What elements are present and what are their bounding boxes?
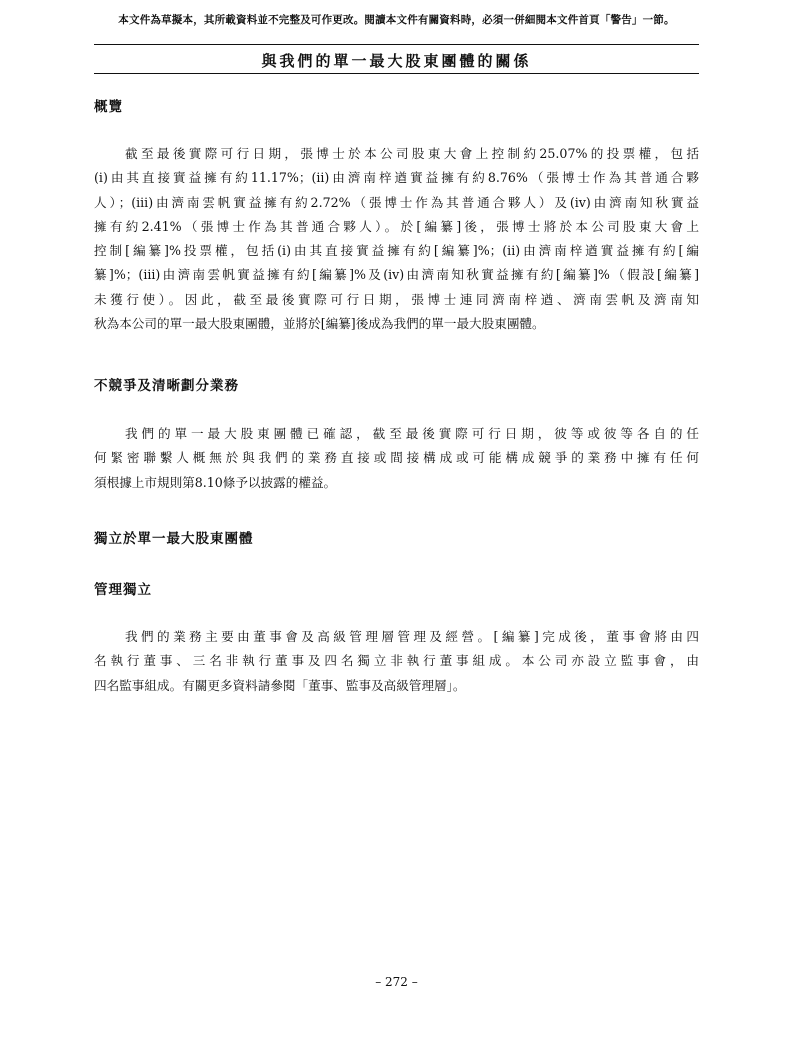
paragraph-line: 須根據上市規則第8.10條予以披露的權益。 (94, 474, 337, 490)
paragraph-line: 控制[編纂]%投票權，包括(i)由其直接實益擁有約[編纂]%；(ii)由濟南梓遒實益擁有約[編 (94, 243, 699, 259)
paragraph-overview (94, 142, 699, 336)
paragraph-line: 未獲行使）。因此，截至最後實際可行日期，張博士連同濟南梓遒、濟南雲帆及濟南知 (94, 291, 699, 307)
title-rule (94, 73, 699, 74)
paragraph-line: 擁有約2.41%（張博士作為其普通合夥人）。於[編纂]後，張博士將於本公司股東大會上 (94, 218, 699, 234)
paragraph-line: (i)由其直接實益擁有約11.17%；(ii)由濟南梓遒實益擁有約8.76%（張博士作為其普通合夥 (94, 170, 699, 186)
heading-management-independence: 管理獨立 (94, 582, 152, 598)
draft-warning: 本文件為草擬本，其所載資料並不完整及可作更改。閱讀本文件有關資料時，必須一併細閱本文件首頁「警告」一節。 (118, 14, 675, 26)
page-number: – 272 – (375, 975, 418, 989)
header-rule (94, 44, 699, 45)
paragraph-line: 截至最後實際可行日期，張博士於本公司股東大會上控制約25.07%的投票權，包括 (125, 146, 699, 161)
heading-overview: 概覽 (94, 99, 123, 115)
paragraph-line: 名執行董事、三名非執行董事及四名獨立非執行董事組成。本公司亦設立監事會，由 (94, 653, 699, 669)
paragraph-line: 四名監事組成。有關更多資料請參閱「董事、監事及高級管理層」。 (94, 677, 466, 693)
heading-non-competition: 不競爭及清晰劃分業務 (94, 378, 239, 394)
heading-independence: 獨立於單一最大股東團體 (94, 531, 254, 547)
paragraph-line: 纂]%；(iii)由濟南雲帆實益擁有約[編纂]%及(iv)由濟南知秋實益擁有約[編纂]%（假設[編纂] (94, 267, 699, 283)
paragraph-non-competition (94, 422, 699, 495)
paragraph-line: 人）；(iii)由濟南雲帆實益擁有約2.72%（張博士作為其普通合夥人）及(iv)由濟南知秋實益 (94, 194, 699, 210)
paragraph-line: 我們的業務主要由董事會及高級管理層管理及經營。[編纂]完成後，董事會將由四 (125, 629, 699, 644)
paragraph-line: 秋為本公司的單一最大股東團體，並將於[編纂]後成為我們的單一最大股東團體。 (94, 316, 545, 332)
page-title: 與我們的單一最大股東團體的關係 (261, 52, 532, 70)
paragraph-line: 何緊密聯繫人概無於與我們的業務直接或間接構成或可能構成競爭的業務中擁有任何 (94, 450, 699, 466)
paragraph-management-independence (94, 625, 699, 698)
paragraph-line: 我們的單一最大股東團體已確認，截至最後實際可行日期，彼等或彼等各自的任 (125, 426, 699, 441)
